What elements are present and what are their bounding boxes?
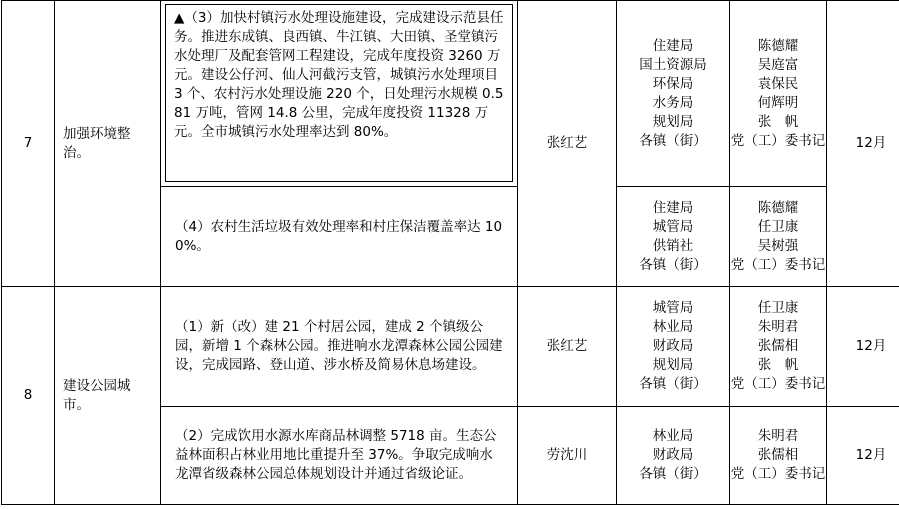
person-name: 张儒相 [757,447,799,463]
dept-name: 各镇（街） [639,256,707,273]
dept-cell [617,187,730,287]
person-name: 陈德耀 [757,199,799,216]
row-number: 7 [2,1,55,287]
person-name: 陈德耀 [757,37,799,54]
person-name: 吴树强 [757,237,799,254]
dept-name: 水务局 [652,94,694,111]
lead-person: 张红艺 [518,1,617,287]
dept-name: 各镇（街） [639,132,707,149]
person-name: 张 帆 [757,113,799,130]
person-name: 党（工）委书记 [730,466,826,482]
person-name: 张儒相 [757,338,799,354]
task-table [1,0,899,505]
dept-name: 城管局 [652,218,694,235]
dept-name: 各镇（街） [639,376,707,392]
task-text: （2）完成饮用水源水库商品林调整 5718 亩。生态公益林面积占林业用地比重提升至 37%。争取完成响水龙潭省级森林公园总体规划设计并通过省级论证。 [175,428,497,482]
dept-name: 林业局 [652,428,694,444]
task-text: （4）农村生活垃圾有效处理率和村庄保洁覆盖率达 100%。 [175,218,503,254]
task-cell [161,1,518,187]
dept-name: 环保局 [652,75,694,92]
dept-name: 国土资源局 [639,56,707,73]
person-name: 任卫康 [757,300,799,316]
person-name: 袁保民 [757,75,799,92]
dept-name: 住建局 [652,199,694,216]
person-name: 吴庭富 [757,56,799,73]
dept-name: 财政局 [652,447,694,463]
lead-person: 劳沈川 [518,407,617,505]
task-cell [161,407,518,505]
person-name: 朱明君 [757,428,799,444]
person-name: 党（工）委书记 [730,132,826,149]
person-cell [730,1,827,187]
dept-name: 林业局 [652,319,694,335]
person-name: 何辉明 [757,94,799,111]
lead-person: 张红艺 [518,287,617,407]
deadline: 12月 [827,1,899,287]
dept-cell [617,287,730,407]
person-name: 张 帆 [757,357,799,373]
deadline: 12月 [827,407,899,505]
dept-name: 住建局 [652,37,694,54]
row-title: 建设公园城市。 [55,287,161,505]
table-row [2,287,899,407]
person-cell [730,287,827,407]
person-name: 朱明君 [757,319,799,335]
dept-name: 规划局 [652,357,694,373]
task-cell [161,187,518,287]
task-text: （1）新（改）建 21 个村居公园，建成 2 个镇级公园，新增 1 个森林公园。推进响水龙潭森林公园公园建设，完成园路、登山道、涉水桥及简易休息场建设。 [175,319,503,373]
dept-name: 城管局 [652,300,694,316]
dept-cell [617,1,730,187]
task-cell [161,287,518,407]
dept-cell [617,407,730,505]
dept-name: 各镇（街） [639,466,707,482]
deadline: 12月 [827,287,899,407]
task-text: ▲（3）加快村镇污水处理设施建设，完成建设示范县任务。推进东成镇、良西镇、牛江镇、大田镇、圣堂镇污水处理厂及配套管网工程建设，完成年度投资 3260 万元。建设公仔河、仙人河截污支管，城镇污水处理项目 3 个、农村污水处理设施 220 个，日处理污水规模 0.581 万吨，管网 14.8 公里，完成年度投资 11328 万元。全市城镇污水处理率达到 80%。 [165,4,513,182]
dept-name: 规划局 [652,113,694,130]
dept-name: 财政局 [652,338,694,354]
person-cell [730,187,827,287]
person-name: 任卫康 [757,218,799,235]
person-name: 党（工）委书记 [730,256,826,273]
person-name: 党（工）委书记 [730,376,826,392]
dept-name: 供销社 [652,237,694,254]
person-cell [730,407,827,505]
row-number: 8 [2,287,55,505]
table-row [2,1,899,187]
row-title: 加强环境整治。 [55,1,161,287]
